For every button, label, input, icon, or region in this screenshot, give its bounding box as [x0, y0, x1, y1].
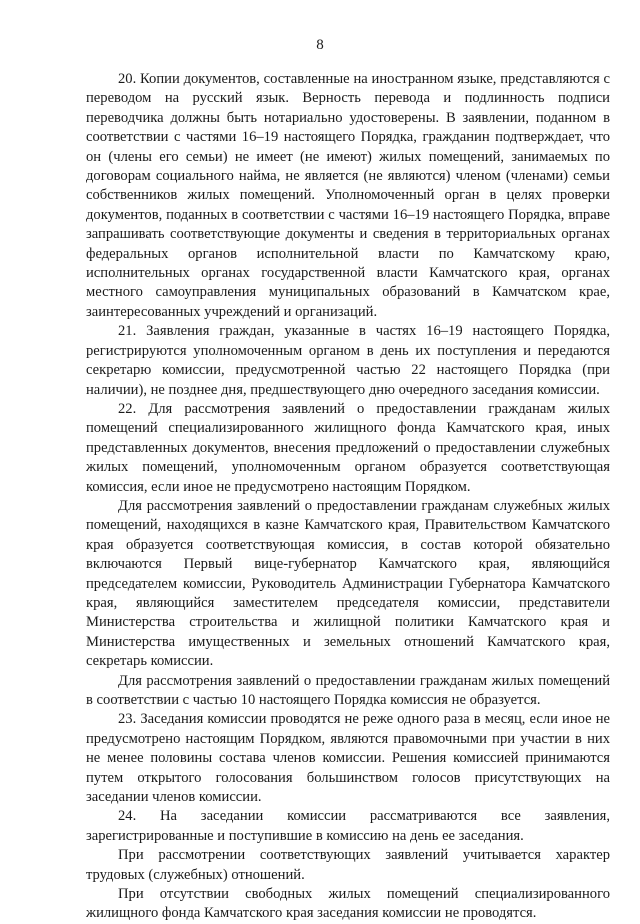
paragraph-20: 20. Копии документов, составленные на иностранном языке, представляются с переводом на русский язык. Верность перевода и подлинность подписи переводчика должны быть нотариально удостоверены. В заявлении, поданном в соответствии с частями 16–19 настоящего Порядка, гражданин подтверждает, что он (члены его семьи) не имеет (не имеют) жилых помещений, занимаемых по договорам социального найма, не является (не являются) членом (членами) семьи собственников жилых помещений. Уполномоченный орган в целях проверки документов, поданных в соответствии с частями 16–19 настоящего Порядка, вправе запрашивать соответствующие документы и сведения в территориальных органах федеральных органов исполнительной власти по Камчатскому краю, исполнительных органах государственной власти Камчатского края, органах местного самоуправления муниципальных образований в Камчатском крае, заинтересованных учреждений и организаций.: [86, 71, 610, 320]
page-number: 8: [316, 37, 324, 53]
paragraph-21: 21. Заявления граждан, указанные в частях 16–19 настоящего Порядка, регистрируются уполномоченным органом в день их поступления и передаются секретарю комиссии, предусмотренной частью 22 настоящего Порядка (при наличии), не позднее дня, предшествующего дню очередного заседания комиссии.: [86, 323, 610, 398]
paragraph-22-no-commission: Для рассмотрения заявлений о предоставлении гражданам жилых помещений в соответствии с частью 10 настоящего Порядка комиссия не образуется.: [86, 672, 610, 708]
paragraph-24-labor-relations: При рассмотрении соответствующих заявлений учитывается характер трудовых (служебных) отношений.: [86, 847, 610, 883]
paragraph-24: 24. На заседании комиссии рассматриваются все заявления, зарегистрированные и поступившие в комиссию на день ее заседания.: [86, 808, 610, 844]
paragraph-22: 22. Для рассмотрения заявлений о предоставлении гражданам жилых помещений специализированного жилищного фонда Камчатского края, иных представленных документов, внесения предложений о предоставлении служебных жилых помещений, уполномоченным органом образуется соответствующая комиссия, если иное не предусмотрено настоящим Порядком.: [86, 400, 610, 495]
paragraph-23: 23. Заседания комиссии проводятся не реже одного раза в месяц, если иное не предусмотрено настоящим Порядком, являются правомочными при участии в них не менее половины состава членов комиссии. Решения комиссией принимаются путем открытого голосования большинством голосов присутствующих на заседании членов комиссии.: [86, 711, 610, 806]
paragraph-24-no-vacancies: При отсутствии свободных жилых помещений специализированного жилищного фонда Камчатского края заседания комиссии не проводятся.: [86, 886, 610, 922]
document-body: [86, 70, 610, 924]
paragraph-22-commission-composition: Для рассмотрения заявлений о предоставлении гражданам служебных жилых помещений, находящихся в казне Камчатского края, Правительством Камчатского края образуется соответствующая комиссия, в состав которой обязательно включаются Первый вице-губернатор Камчатского края, являющийся председателем комиссии, Руководитель Администрации Губернатора Камчатского края, являющийся заместителем председателя комиссии, представители Министерства строительства и жилищной политики Камчатского края и Министерства имущественных и земельных отношений Камчатского края, секретарь комиссии.: [86, 497, 610, 670]
